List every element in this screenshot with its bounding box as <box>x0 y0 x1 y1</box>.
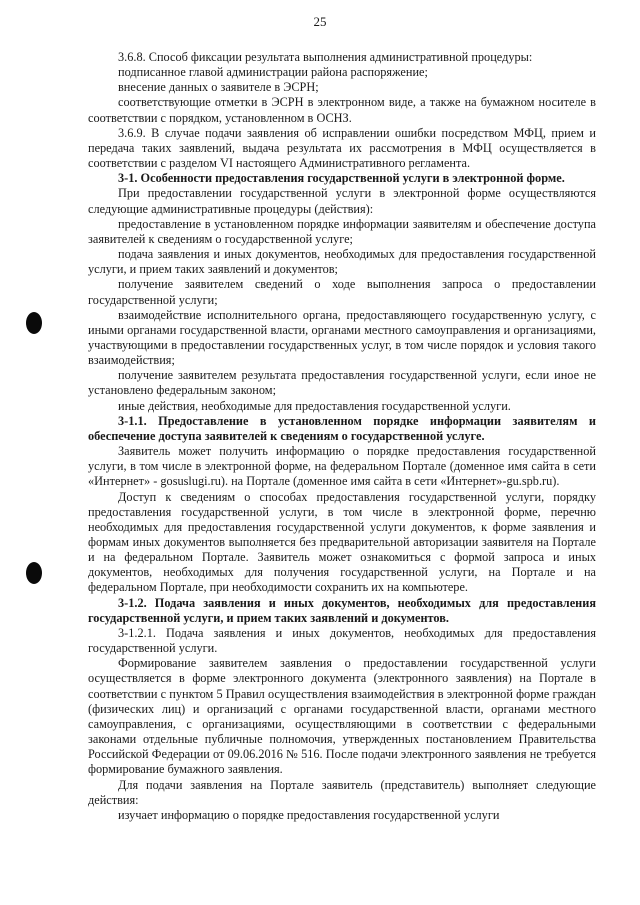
paragraph: иные действия, необходимые для предоставления государственной услуги. <box>118 398 511 413</box>
punch-hole-mark <box>26 312 42 334</box>
paragraph: подача заявления и иных документов, необходимых для предоставления государственной услуги, и прием таких заявлений и документов; <box>88 247 596 277</box>
paragraph: Доступ к сведениям о способах предоставления государственной услуги, порядку предоставления государственной услуги, в том числе в электронной форме, перечню необходимых для предоставления государственной услуги документов, к форме заявления и формам иных документов выполняется без предварительной авторизации заявителя на Портале и на федеральном Портале. Заявитель может ознакомиться с формой запроса и иных документов, необходимых для получения государственной услуги, на Портале и на федеральном Портале, при необходимости сохранить их на компьютере. <box>88 489 596 595</box>
section-heading: 3-1.2. Подача заявления и иных документов, необходимых для предоставления государственной услуги, и прием таких заявлений и документов. <box>88 595 596 625</box>
document-body <box>88 50 596 823</box>
paragraph: получение заявителем результата предоставления государственной услуги, если иное не установлено федеральным законом; <box>88 368 596 398</box>
paragraph: 3.6.9. В случае подачи заявления об исправлении ошибки посредством МФЦ, прием и передача таких заявлений, выдача результата их рассмотрения в МФЦ осуществляется в соответствии с разделом VI настоящего Административного регламента. <box>88 125 596 171</box>
section-heading: 3-1.1. Предоставление в установленном порядке информации заявителям и обеспечение доступа заявителей к сведениям о государственной услуге. <box>88 413 596 443</box>
paragraph: изучает информацию о порядке предоставления государственной услуги <box>118 807 500 822</box>
page-number: 25 <box>313 14 327 29</box>
paragraph: Формирование заявителем заявления о предоставлении государственной услуги осуществляется в форме электронного документа (электронного заявления) на Портале в соответствии с пунктом 5 Правил осуществления взаимодействия в электронной форме граждан (физических лиц) и организаций с органами государственной власти, органами местного самоуправления, с организациями, осуществляющими в соответствии с федеральными законами отдельные публичные полномочия, утвержденных постановлением Правительства Российской Федерации от 09.06.2016 № 516. После подачи электронного заявления не требуется формирование бумажного заявления. <box>88 656 596 777</box>
paragraph: 3.6.8. Способ фиксации результата выполнения административной процедуры: <box>118 50 533 64</box>
paragraph: Для подачи заявления на Портале заявитель (представитель) выполняет следующие действия: <box>88 777 596 807</box>
paragraph: При предоставлении государственной услуги в электронной форме осуществляются следующие административные процедуры (действия): <box>88 186 596 216</box>
paragraph: взаимодействие исполнительного органа, предоставляющего государственную услугу, с иными органами государственной власти, органами местного самоуправления и организациями, участвующими в предоставлении государственных услуг, в том числе порядок и условия такого взаимодействия; <box>88 307 596 368</box>
section-heading: 3-1. Особенности предоставления государственной услуги в электронной форме. <box>118 171 565 186</box>
paragraph: получение заявителем сведений о ходе выполнения запроса о предоставлении государственной услуги; <box>88 277 596 307</box>
paragraph: предоставление в установленном порядке информации заявителям и обеспечение доступа заявителей к сведениям о государственной услуге; <box>88 216 596 246</box>
paragraph: соответствующие отметки в ЭСРН в электронном виде, а также на бумажном носителе в соответствии с порядком, установленном в ОСНЗ. <box>88 95 596 125</box>
punch-hole-mark <box>26 562 42 584</box>
paragraph: подписанное главой администрации района распоряжение; <box>118 65 428 80</box>
paragraph: внесение данных о заявителе в ЭСРН; <box>118 80 319 95</box>
paragraph: 3-1.2.1. Подача заявления и иных документов, необходимых для предоставления государственной услуги. <box>88 625 596 656</box>
paragraph: Заявитель может получить информацию о порядке предоставления государственной услуги, в том числе в электронной форме, на федеральном Портале (доменное имя сайта в сети «Интернет» - gosuslugi.ru). на Портале (доменное имя сайта в сети «Интернет»-gu.spb.ru). <box>88 444 596 489</box>
